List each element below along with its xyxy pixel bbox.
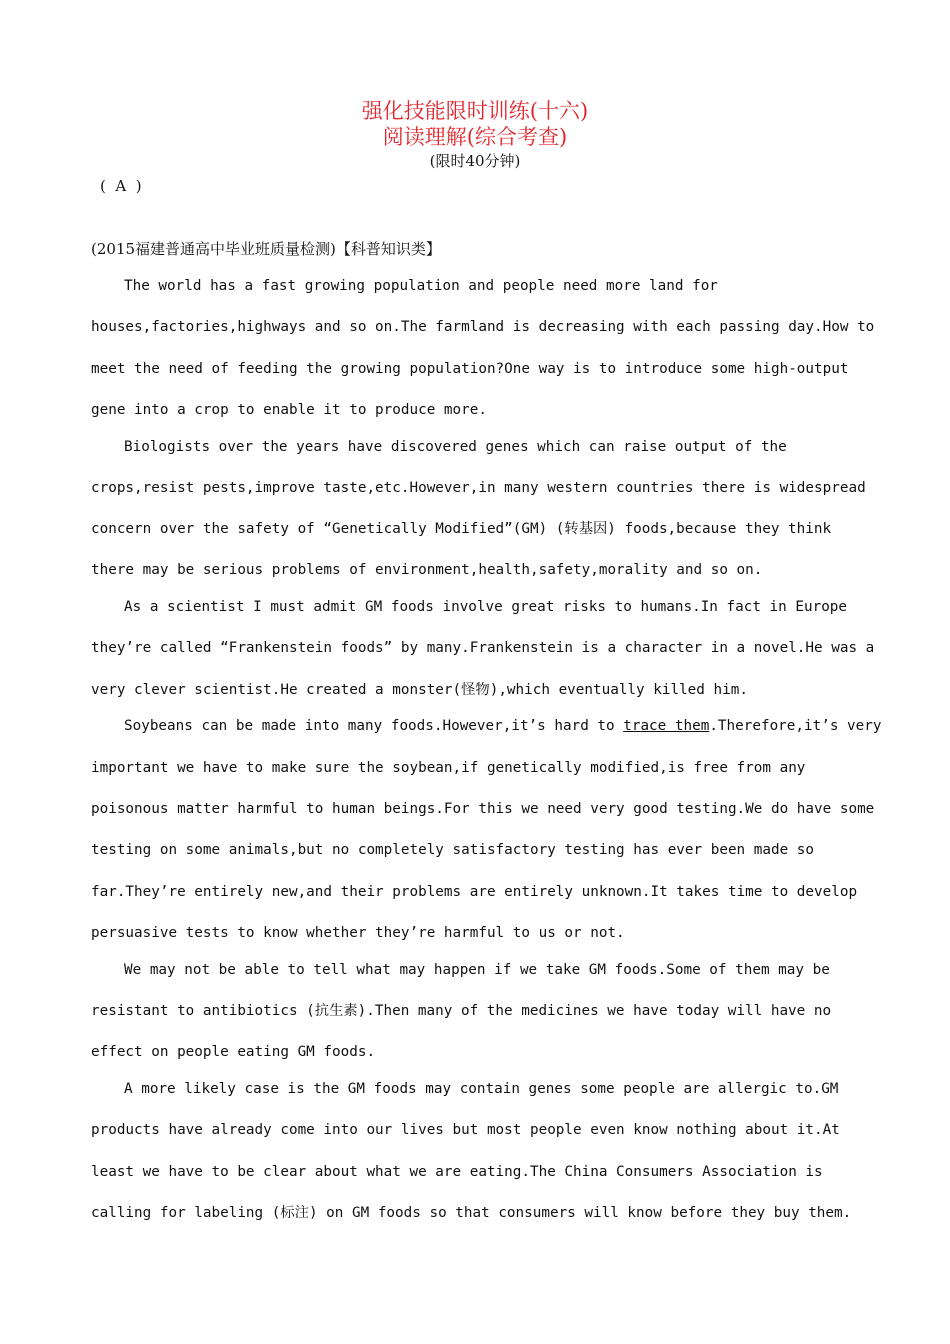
text-line: there may be serious problems of environment,health,safety,morality and so on. [91, 562, 763, 579]
text-line: As a scientist I must admit GM foods involve great risks to humans.In fact in Europe [124, 599, 848, 616]
text-line: meet the need of feeding the growing population?One way is to introduce some high-output [91, 360, 849, 377]
paragraph-6 [91, 1073, 871, 1238]
text-fragment: Soybeans can be made into many foods.However,it’s hard to [124, 718, 624, 735]
paragraph-1 [91, 270, 875, 435]
text-line: The world has a fast growing population and people need more land for [124, 278, 718, 294]
text-line: least we have to be clear about what we are eating.The China Consumers Association is [91, 1163, 823, 1180]
text-line: effect on people eating GM foods. [91, 1044, 376, 1061]
passage-source: (2015福建普通高中毕业班质量检测)【科普知识类】 [91, 240, 441, 258]
text-line: very clever scientist.He created a monster(怪物),which eventually killed him. [91, 681, 748, 698]
text-line: testing on some animals,but no completely satisfactory testing has ever been made so [91, 842, 815, 859]
page-subtitle: 阅读理解(综合考查) [382, 125, 568, 149]
time-limit: (限时40分钟) [429, 152, 521, 170]
paragraph-2 [91, 431, 871, 596]
text-line: products have already come into our lives but most people even know nothing about it.At [91, 1122, 840, 1139]
text-line: resistant to antibiotics (抗生素).Then many of the medicines we have today will have no [91, 1002, 832, 1019]
section-label: ( A ) [100, 177, 142, 195]
text-line: crops,resist pests,improve taste,etc.However,in many western countries there is widespread [91, 479, 866, 496]
paragraph-4 [91, 710, 882, 958]
text-line: Biologists over the years have discovered genes which can raise output of the [124, 438, 787, 455]
text-line: houses,factories,highways and so on.The farmland is decreasing with each passing day.How to [91, 319, 875, 336]
reading-passage [91, 270, 882, 1234]
underlined-phrase: trace them [623, 718, 710, 735]
text-line: they’re called “Frankenstein foods” by many.Frankenstein is a character in a novel.He was a [91, 640, 875, 657]
text-line: We may not be able to tell what may happen if we take GM foods.Some of them may be [124, 961, 830, 978]
text-line: concern over the safety of “Genetically Modified”(GM) (转基因) foods,because they think [91, 521, 832, 538]
text-line [91, 710, 882, 751]
text-line: important we have to make sure the soybean,if genetically modified,is free from any [91, 759, 806, 776]
text-line: A more likely case is the GM foods may contain genes some people are allergic to.GM [124, 1080, 839, 1097]
text-line: calling for labeling (标注) on GM foods so that consumers will know before they buy them. [91, 1204, 852, 1221]
text-fragment: .Therefore,it’s very [709, 718, 882, 735]
text-line: gene into a crop to enable it to produce more. [91, 401, 487, 418]
paragraph-5 [91, 954, 871, 1078]
page-title: 强化技能限时训练(十六) [361, 99, 589, 123]
text-line: poisonous matter harmful to human beings.For this we need very good testing.We do have some [91, 801, 875, 818]
text-line: persuasive tests to know whether they’re harmful to us or not. [91, 924, 625, 941]
paragraph-3 [91, 591, 875, 715]
text-line: far.They’re entirely new,and their problems are entirely unknown.It takes time to develop [91, 883, 858, 900]
